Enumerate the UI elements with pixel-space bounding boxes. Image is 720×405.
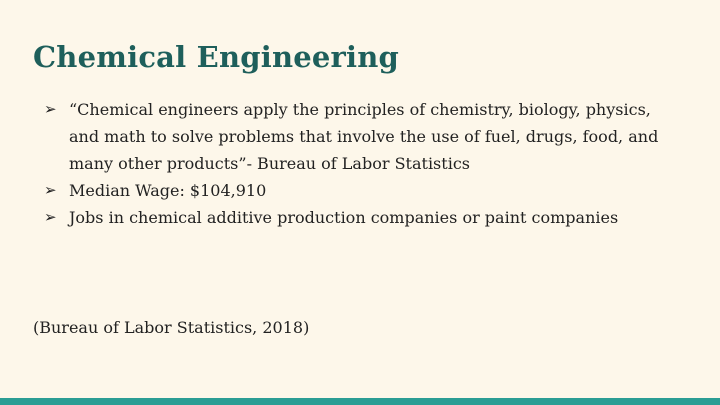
bullet-item-definition [44,96,684,177]
bullet-item-median-wage [44,177,684,204]
bullet-list [44,96,684,231]
bullet-item-jobs [44,204,684,231]
arrow-bullet-icon: ➢ [44,181,57,199]
citation: (Bureau of Labor Statistics, 2018) [33,318,310,337]
bullet-text: Jobs in chemical additive production companies or paint companies [69,208,619,227]
arrow-bullet-icon: ➢ [44,208,57,226]
bullet-text: “Chemical engineers apply the principles of chemistry, biology, physics, and math to solve problems that involve the use of fuel, drugs, food, and many other products”- Bureau of Labor Statistics [69,100,659,173]
slide-title: Chemical Engineering [33,40,400,74]
arrow-bullet-icon: ➢ [44,100,57,118]
bullet-text: Median Wage: $104,910 [69,181,267,200]
bottom-accent-bar [0,398,720,405]
